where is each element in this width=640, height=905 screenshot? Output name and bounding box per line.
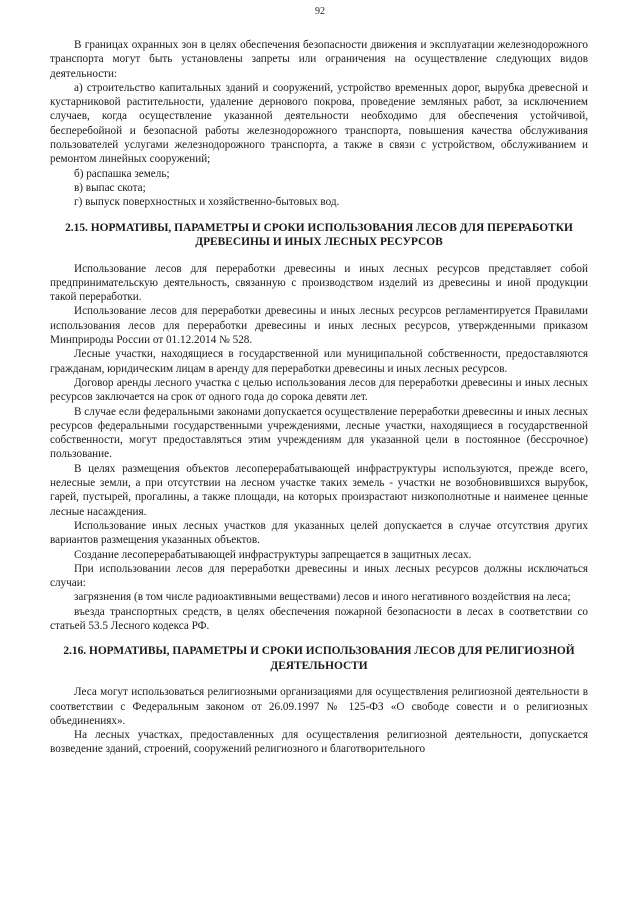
excluded-case-item: загрязнения (в том числе радиоактивными веществами) лесов и иного негативного воздействия на леса; [74, 591, 571, 604]
excluded-case-item: въезда транспортных средств, в целях обеспечения пожарной безопасности в лесах в соответствии со статьей 53.5 Лесного кодекса РФ. [50, 605, 588, 632]
section-2-15-paragraph: Договор аренды лесного участка с целью использования лесов для переработки древесины и иных лесных ресурсов заключается на срок от одного года до сорока девяти лет. [50, 376, 588, 404]
restriction-item-c: в) выпас скота; [74, 181, 146, 194]
restriction-item-b: б) распашка земель; [74, 167, 170, 180]
section-2-15-paragraph: В целях размещения объектов лесоперерабатывающей инфраструктуры используются, прежде всего, нелесные земли, а при отсутствии на лесном участке таких земель - участки не возобновившихся вырубок, гарей, пустырей, прогалины, а также площади, на которых произрастают низкополнотные и наименее ценные лесные насаждения. [50, 462, 588, 518]
section-2-15-heading: 2.15. НОРМАТИВЫ, ПАРАМЕТРЫ И СРОКИ ИСПОЛЬЗОВАНИЯ ЛЕСОВ ДЛЯ ПЕРЕРАБОТКИ ДРЕВЕСИНЫ И ИНЫХ ЛЕСНЫХ РЕСУРСОВ [65, 221, 573, 249]
section-2-15-paragraph: В случае если федеральными законами допускается осуществление переработки древесины и иных лесных ресурсов федеральными государственными учреждениями, лесные участки, находящиеся в государственной собственности, могут предоставляться этим учреждениям для указанной цели в постоянное (бессрочное) пользование. [50, 405, 588, 461]
section-2-16-paragraph: На лесных участках, предоставленных для осуществления религиозной деятельности, допускается возведение зданий, строений, сооружений религиозного и благотворительного [50, 729, 588, 756]
section-2-15-paragraph: Лесные участки, находящиеся в государственной или муниципальной собственности, предоставляются гражданам, юридическим лицам в аренду для переработки древесины и иных лесных ресурсов. [50, 348, 588, 375]
intro-paragraph: В границах охранных зон в целях обеспечения безопасности движения и эксплуатации железнодорожного транспорта могут быть установлены запреты или ограничения на осуществление следующих видов деятельности: [50, 39, 588, 80]
section-2-16-paragraph: Леса могут использоваться религиозными организациями для осуществления религиозной деятельности в соответствии с Федеральным законом от 26.09.1997 № 125-ФЗ «О свободе совести и о религиозных объединениях». [50, 686, 588, 727]
section-2-16-heading: 2.16. НОРМАТИВЫ, ПАРАМЕТРЫ И СРОКИ ИСПОЛЬЗОВАНИЯ ЛЕСОВ ДЛЯ РЕЛИГИОЗНОЙ ДЕЯТЕЛЬНОСТИ [63, 645, 575, 672]
section-2-15-paragraph: Создание лесоперерабатывающей инфраструктуры запрещается в защитных лесах. [74, 548, 472, 561]
section-2-15-paragraph: Использование лесов для переработки древесины и иных лесных ресурсов регламентируется Правилами использования лесов для переработки древесины и иных лесных ресурсов, утвержденными приказом Минприроды России от 01.12.2014 № 528. [50, 305, 588, 347]
page-number: 92 [315, 6, 325, 17]
section-2-15-paragraph: Использование иных лесных участков для указанных целей допускается в случае отсутствия других вариантов размещения указанных объектов. [50, 519, 588, 547]
restriction-item-d: г) выпуск поверхностных и хозяйственно-бытовых вод. [74, 196, 340, 209]
page-content [50, 38, 588, 757]
section-2-15-paragraph: Использование лесов для переработки древесины и иных лесных ресурсов представляет собой предпринимательскую деятельность, связанную с производством изделий из древесины и иной продукции такой переработки. [50, 262, 588, 304]
restriction-item-a: а) строительство капитальных зданий и сооружений, устройство временных дорог, вырубка древесной и кустарниковой растительности, удаление дернового покрова, проведение земляных работ, за исключением случаев, когда осуществление указанной деятельности необходимо для обеспечения устойчивой, бесперебойной и безопасной работы железнодорожного транспорта, повышения качества обслуживания пользователей услугами железнодорожного транспорта, а также в связи с устройством, обслуживанием и ремонтом линейных сооружений; [50, 81, 588, 166]
section-2-15-paragraph: При использовании лесов для переработки древесины и иных лесных ресурсов должны исключаться случаи: [50, 562, 588, 590]
